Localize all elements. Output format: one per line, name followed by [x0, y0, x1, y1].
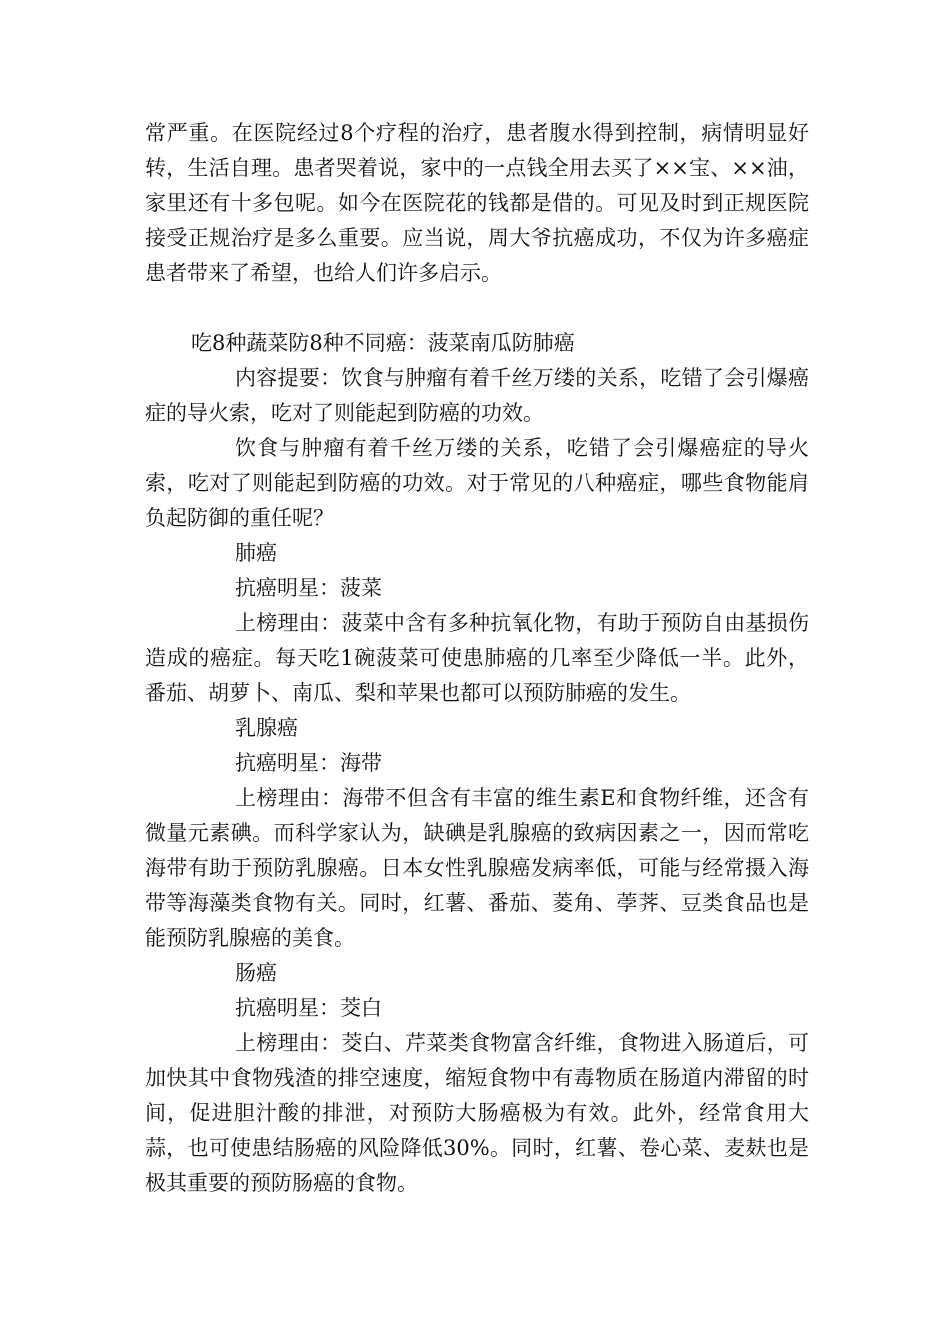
intro-paragraph: 饮食与肿瘤有着千丝万缕的关系，吃错了会引爆癌症的导火索，吃对了则能起到防癌的功效。对于常见的八种癌症，哪些食物能肩负起防御的重任呢？	[145, 436, 809, 530]
section-heading-lung-cancer: 肺癌	[235, 541, 277, 565]
star-food-kelp: 抗癌明星：海带	[235, 751, 382, 775]
section-heading-breast-cancer: 乳腺癌	[235, 716, 298, 740]
paragraph-continuation: 常严重。在医院经过8个疗程的治疗，患者腹水得到控制，病情明显好转，生活自理。患者哭着说，家中的一点钱全用去买了××宝、××油，家里还有十多包呢。如今在医院花的钱都是借的。可见及时到正规医院接受正规治疗是多么重要。应当说，周大爷抗癌成功，不仅为许多癌症患者带来了希望，也给人们许多启示。	[145, 121, 809, 285]
reason-paragraph-colon: 上榜理由：茭白、芹菜类食物富含纤维，食物进入肠道后，可加快其中食物残渣的排空速度，缩短食物中有毒物质在肠道内滞留的时间，促进胆汁酸的排泄，对预防大肠癌极为有效。此外，经常食用大蒜，也可使患结肠癌的风险降低30%。同时，红薯、卷心菜、麦麸也是极其重要的预防肠癌的食物。	[145, 1031, 809, 1195]
reason-paragraph-lung: 上榜理由：菠菜中含有多种抗氧化物，有助于预防自由基损伤造成的癌症。每天吃1碗菠菜可使患肺癌的几率至少降低一半。此外，番茄、胡萝卜、南瓜、梨和苹果也都可以预防肺癌的发生。	[145, 611, 809, 705]
reason-paragraph-breast: 上榜理由：海带不但含有丰富的维生素E和食物纤维，还含有微量元素碘。而科学家认为，缺碘是乳腺癌的致病因素之一，因而常吃海带有助于预防乳腺癌。日本女性乳腺癌发病率低，可能与经常摄入海带等海藻类食物有关。同时，红薯、番茄、菱角、荸荠、豆类食品也是能预防乳腺癌的美食。	[145, 786, 809, 950]
star-food-spinach: 抗癌明星：菠菜	[235, 576, 382, 600]
article-title: 吃8种蔬菜防8种不同癌：菠菜南瓜防肺癌	[191, 331, 575, 355]
star-food-water-bamboo: 抗癌明星：茭白	[235, 996, 382, 1020]
paragraph-gap	[145, 291, 809, 326]
section-heading-colon-cancer: 肠癌	[235, 961, 277, 985]
summary-paragraph: 内容提要：饮食与肿瘤有着千丝万缕的关系，吃错了会引爆癌症的导火索，吃对了则能起到防癌的功效。	[145, 366, 809, 425]
article-body	[145, 116, 809, 1201]
